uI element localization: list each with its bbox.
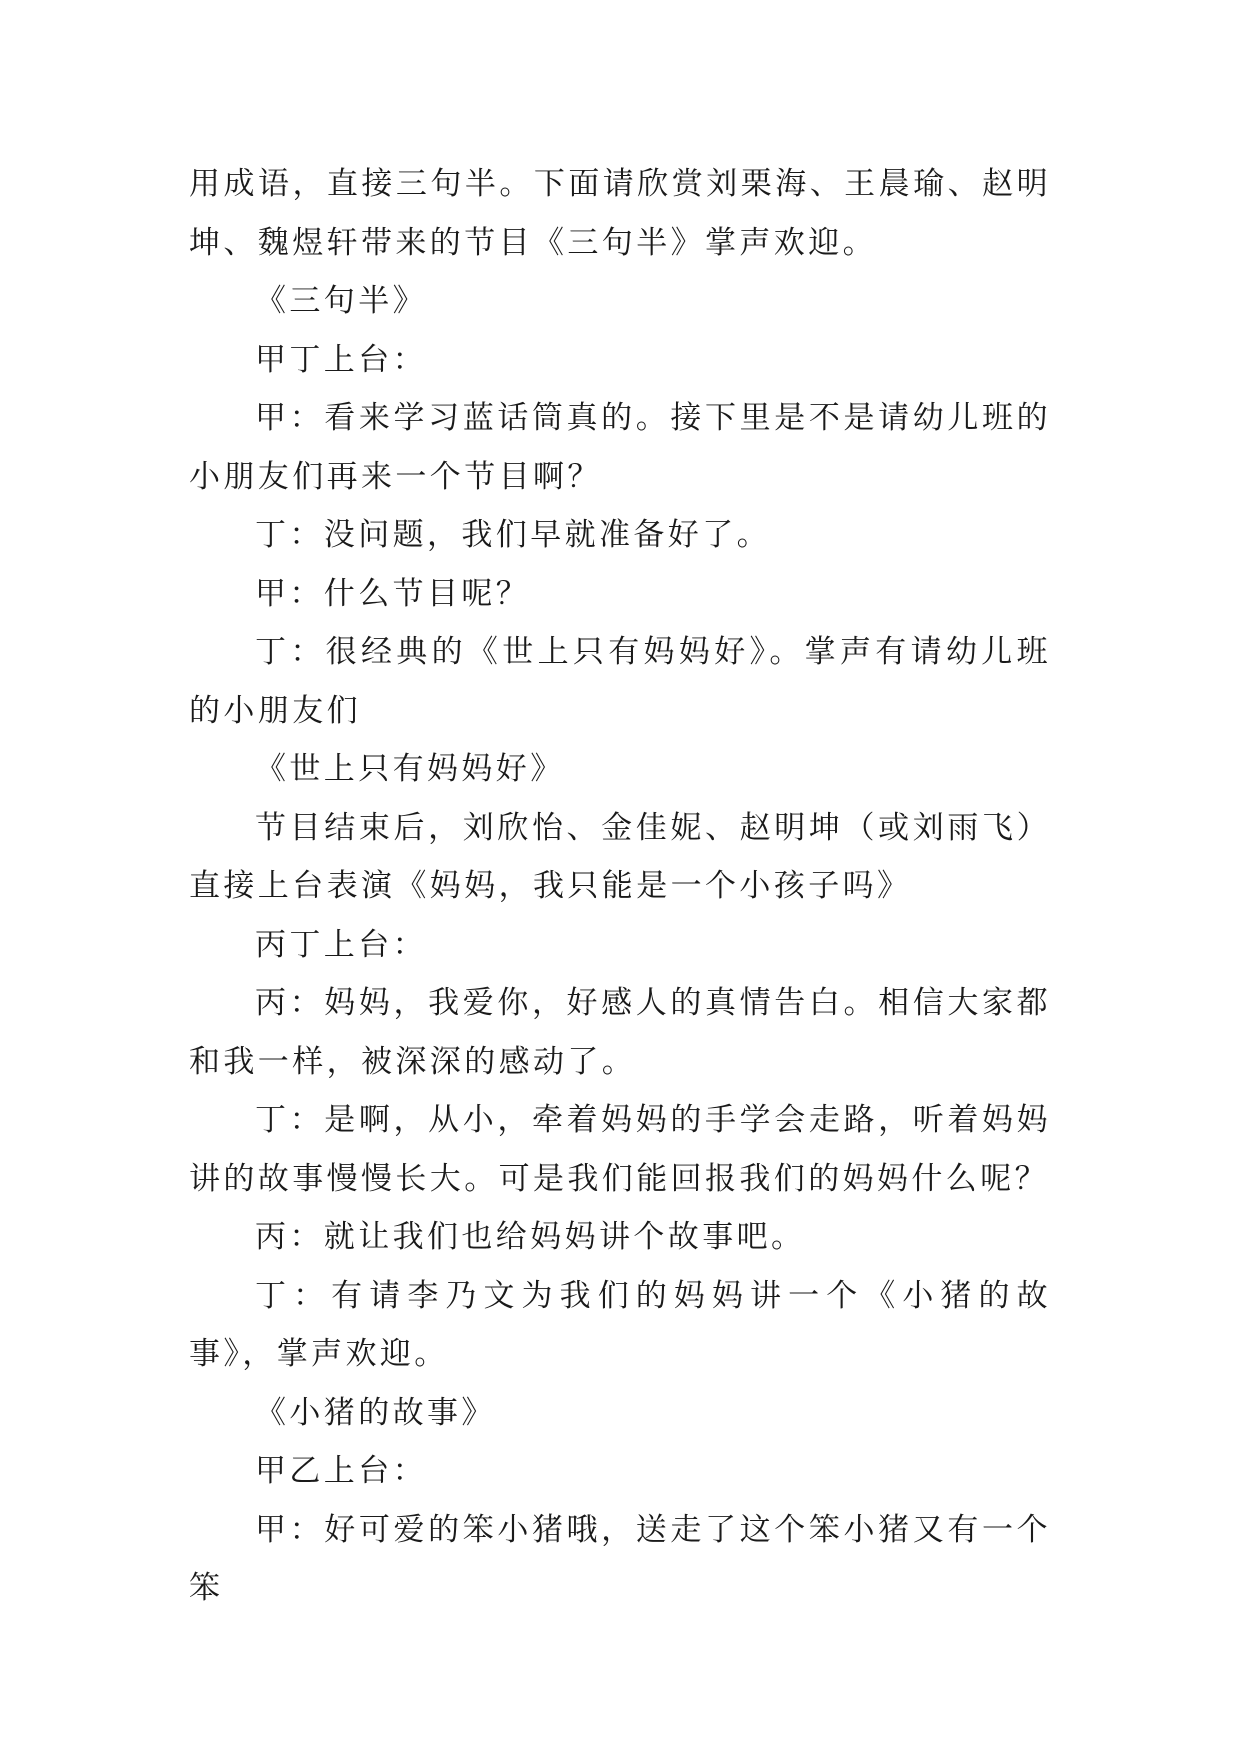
stage-direction: 甲丁上台：	[255, 341, 427, 378]
program-title: 《世上只有妈妈好》	[255, 751, 565, 787]
paragraph: 用成语，直接三句半。下面请欣赏刘栗海、王晨瑜、赵明坤、魏煜轩带来的节目《三句半》掌声欢迎。	[189, 166, 1051, 261]
dialogue-line: 丙：就让我们也给妈妈讲个故事吧。	[255, 1219, 806, 1255]
dialogue-line: 甲：看来学习蓝话筒真的。接下里是不是请幼儿班的小朋友们再来一个节目啊？	[189, 400, 1051, 495]
dialogue-line: 丁：很经典的《世上只有妈妈好》。掌声有请幼儿班的小朋友们	[189, 634, 1051, 729]
document-page	[189, 155, 1051, 1618]
dialogue-line: 丁：没问题，我们早就准备好了。	[255, 517, 771, 553]
program-title: 《小猪的故事》	[255, 1394, 496, 1431]
program-title: 《三句半》	[255, 283, 427, 319]
dialogue-line: 甲：什么节目呢？	[255, 575, 531, 612]
dialogue-line: 丙：妈妈，我爱你，好感人的真情告白。相信大家都和我一样，被深深的感动了。	[189, 985, 1051, 1080]
stage-direction: 节目结束后，刘欣怡、金佳妮、赵明坤（或刘雨飞）直接上台表演《妈妈，我只能是一个小孩子吗》	[189, 809, 1051, 904]
dialogue-line: 丁：是啊，从小，牵着妈妈的手学会走路，听着妈妈讲的故事慢慢长大。可是我们能回报我们的妈妈什么呢？	[189, 1102, 1051, 1197]
dialogue-line: 甲：好可爱的笨小猪哦，送走了这个笨小猪又有一个笨	[189, 1511, 1051, 1606]
dialogue-line: 丁：有请李乃文为我们的妈妈讲一个《小猪的故事》，掌声欢迎。	[189, 1277, 1051, 1372]
stage-direction: 丙丁上台：	[255, 926, 427, 963]
stage-direction: 甲乙上台：	[255, 1453, 427, 1489]
